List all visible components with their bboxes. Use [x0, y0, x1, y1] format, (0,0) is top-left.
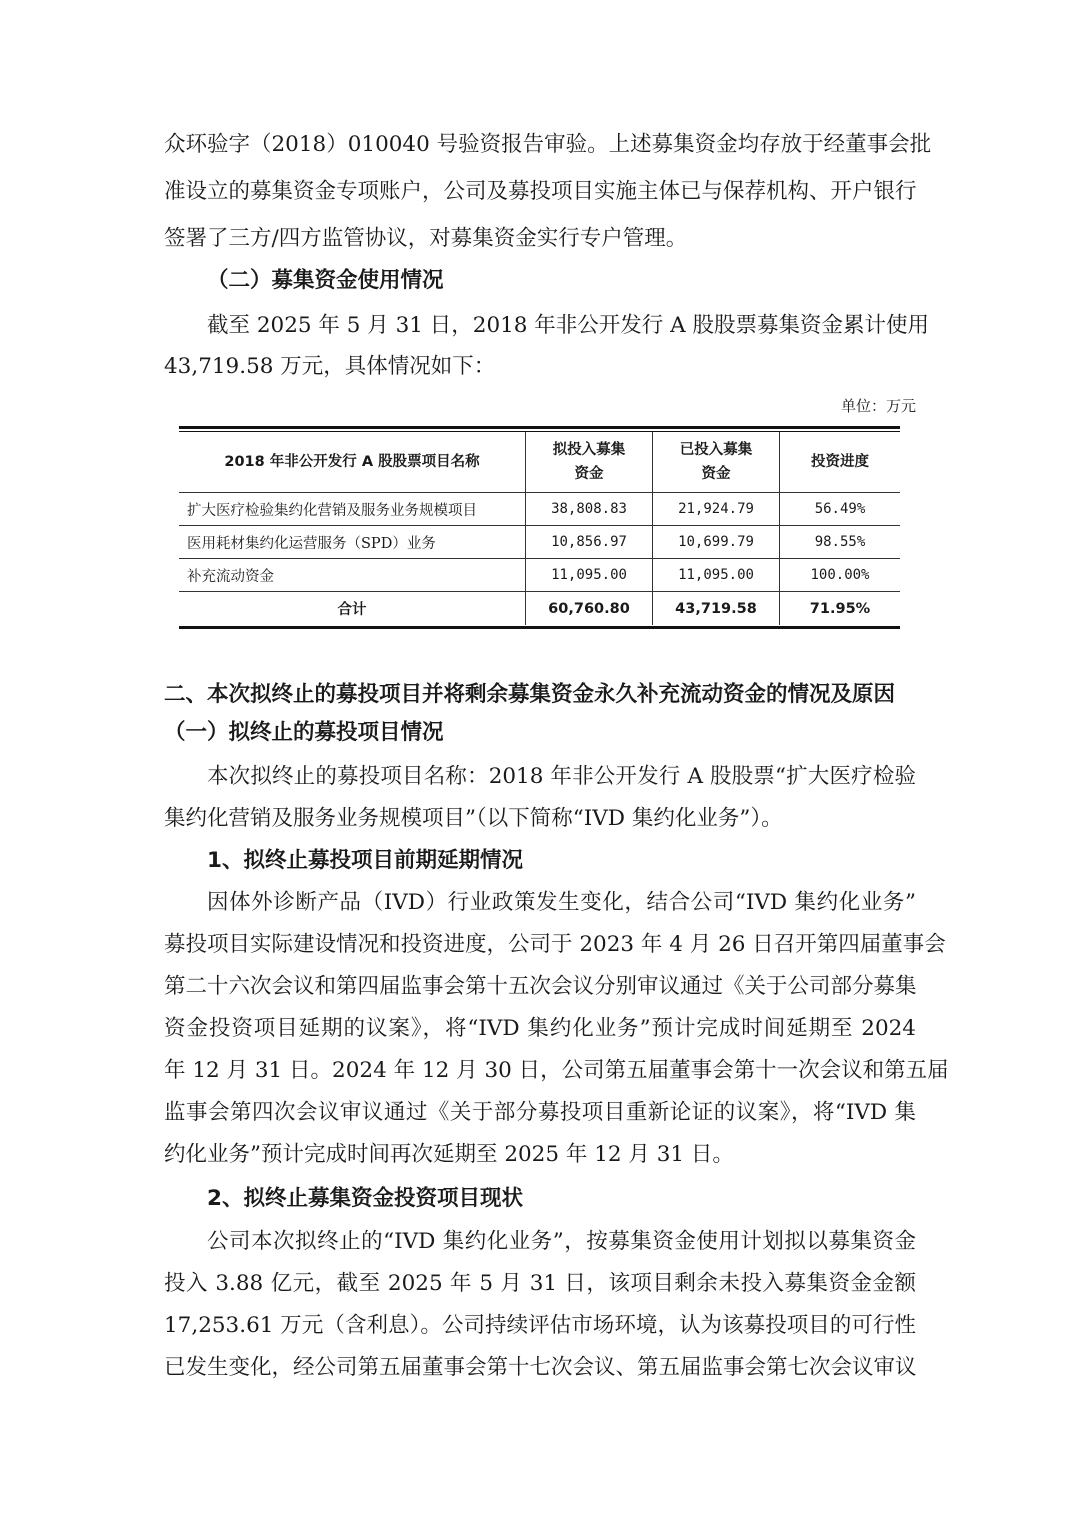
cell-progress: 98.55% [780, 526, 901, 559]
cell-progress: 56.49% [780, 493, 901, 526]
table-rule [179, 426, 900, 429]
cell-progress: 100.00% [780, 559, 901, 592]
cell-project: 补充流动资金 [179, 559, 526, 592]
cell-project: 扩大医疗检验集约化营销及服务业务规模项目 [179, 493, 526, 526]
cell-total-planned: 60,760.80 [526, 592, 653, 626]
cell-planned: 10,856.97 [526, 526, 653, 559]
paragraph-line: 资金投资项目延期的议案》，将“IVD 集约化业务”预计完成时间延期至 2024 [164, 1016, 916, 1041]
paragraph-line: 因体外诊断产品（IVD）行业政策发生变化，结合公司“IVD 集约化业务” [207, 890, 916, 915]
table-row [179, 493, 900, 526]
item-heading-1: 1、拟终止募投项目前期延期情况 [207, 848, 523, 873]
section-heading-usage: （二）募集资金使用情况 [207, 268, 444, 293]
paragraph-line: 众环验字（2018）010040 号验资报告审验。上述募集资金均存放于经董事会批 [164, 132, 932, 157]
cell-project: 医用耗材集约化运营服务（SPD）业务 [179, 526, 526, 559]
paragraph-line: 截至 2025 年 5 月 31 日，2018 年非公开发行 A 股股票募集资金累计使用 [207, 313, 930, 338]
paragraph-line: 募投项目实际建设情况和投资进度，公司于 2023 年 4 月 26 日召开第四届董事会 [164, 932, 946, 957]
paragraph-line: 年 12 月 31 日。2024 年 12 月 30 日，公司第五届董事会第十一次会议和第五届 [164, 1058, 949, 1083]
cell-total-progress: 71.95% [780, 592, 901, 626]
table-rule [179, 626, 900, 629]
paragraph-line: 公司本次拟终止的“IVD 集约化业务”，按募集资金使用计划拟以募集资金 [207, 1229, 916, 1254]
cell-total-label: 合计 [179, 592, 526, 626]
cell-planned: 11,095.00 [526, 559, 653, 592]
table-header-row [179, 432, 900, 493]
paragraph-line: 已发生变化，经公司第五届董事会第十七次会议、第五届监事会第七次会议审议 [164, 1355, 917, 1380]
subsection-heading-1: （一）拟终止的募投项目情况 [164, 720, 444, 745]
col-header-invested: 已投入募集 资金 [653, 432, 780, 493]
col-header-planned: 拟投入募集 资金 [526, 432, 653, 493]
table-unit-label: 单位：万元 [840, 397, 916, 415]
col-header-progress: 投资进度 [780, 432, 901, 493]
col-header-project: 2018 年非公开发行 A 股股票项目名称 [179, 432, 526, 493]
paragraph-line: 准设立的募集资金专项账户，公司及募投项目实施主体已与保荐机构、开户银行 [164, 179, 917, 204]
table-row [179, 559, 900, 592]
fund-usage-table [179, 432, 900, 625]
cell-invested: 11,095.00 [653, 559, 780, 592]
paragraph-line: 43,719.58 万元，具体情况如下： [164, 354, 496, 379]
cell-total-invested: 43,719.58 [653, 592, 780, 626]
paragraph-line: 监事会第四次会议审议通过《关于部分募投项目重新论证的议案》，将“IVD 集 [164, 1100, 916, 1125]
cell-invested: 10,699.79 [653, 526, 780, 559]
item-heading-2: 2、拟终止募集资金投资项目现状 [207, 1186, 523, 1211]
cell-invested: 21,924.79 [653, 493, 780, 526]
section-heading-2: 二、本次拟终止的募投项目并将剩余募集资金永久补充流动资金的情况及原因 [164, 682, 896, 707]
paragraph-line: 集约化营销及服务业务规模项目”（以下简称“IVD 集约化业务”）。 [164, 806, 783, 831]
paragraph-line: 签署了三方/四方监管协议，对募集资金实行专户管理。 [164, 226, 688, 251]
table-row [179, 526, 900, 559]
paragraph-line: 17,253.61 万元（含利息）。公司持续评估市场环境，认为该募投项目的可行性 [164, 1313, 916, 1338]
table-total-row [179, 592, 900, 626]
cell-planned: 38,808.83 [526, 493, 653, 526]
paragraph-line: 第二十六次会议和第四届监事会第十五次会议分别审议通过《关于公司部分募集 [164, 974, 917, 999]
paragraph-line: 投入 3.88 亿元，截至 2025 年 5 月 31 日，该项目剩余未投入募集资金金额 [164, 1271, 916, 1296]
paragraph-line: 约化业务”预计完成时间再次延期至 2025 年 12 月 31 日。 [164, 1142, 734, 1167]
paragraph-line: 本次拟终止的募投项目名称：2018 年非公开发行 A 股股票“扩大医疗检验 [207, 764, 916, 789]
